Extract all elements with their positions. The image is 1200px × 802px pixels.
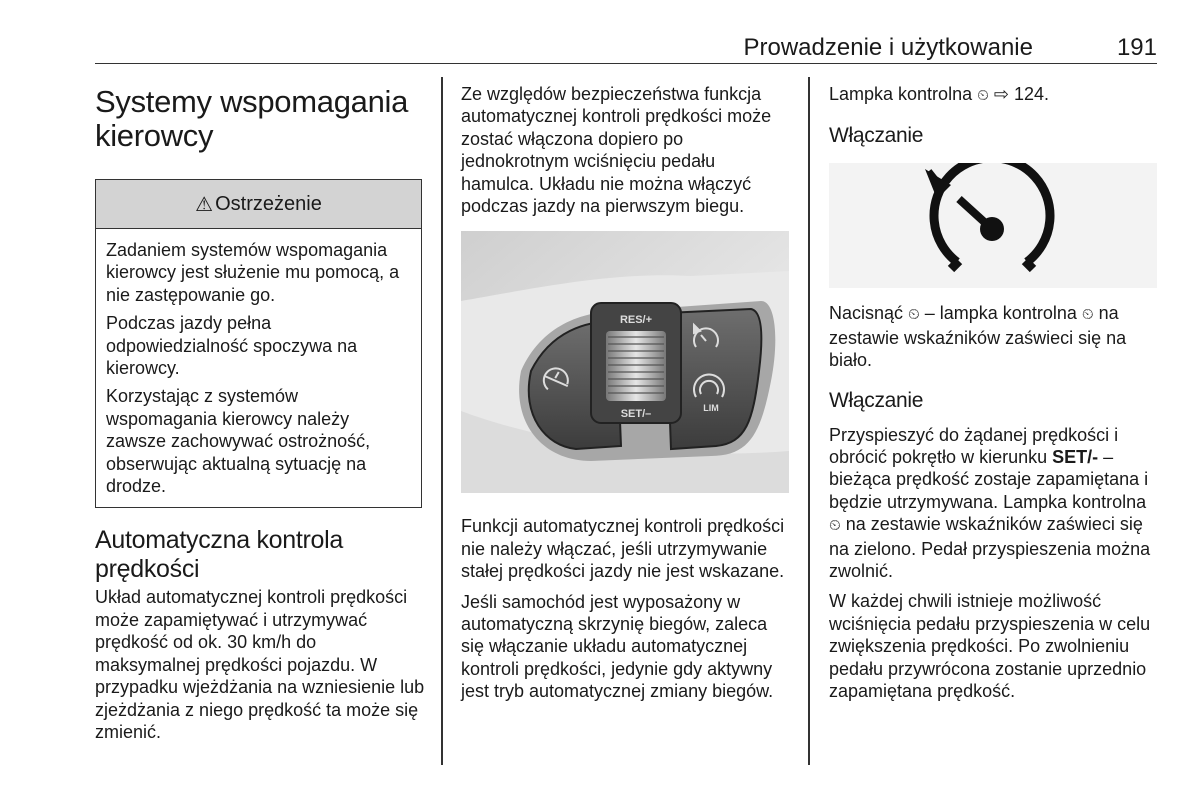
header-title: Prowadzenie i użytkowanie [743,34,1033,61]
warning-paragraph: Korzystając z systemów wspomagania kierowcy należy zawsze zachowywać ostrożność, obserwując aktualną sytuację na drodze. [106,386,371,497]
press-instruction [829,302,1159,371]
column-2 [461,77,791,711]
indicator-prefix: Lampka kontrolna [829,84,973,104]
warning-body [96,229,421,507]
cruise-control-icon: ⏲ [977,87,989,104]
caution-paragraph: Funkcji automatycznej kontroli prędkości nie należy włączać, jeśli utrzymywanie stałej prędkości jazdy nie jest wskazane. [461,516,785,582]
cruise-control-icon: ⏲ [908,306,920,324]
warning-paragraph: Podczas jazdy pełna odpowiedzialność spoczywa na kierowcy. [106,313,358,379]
arrow-reference-icon: ⇨ [993,84,1009,104]
chapter-heading: Systemy wspomagania kierowcy [95,84,409,153]
indicator-reference [829,83,1159,107]
warning-paragraph: Zadaniem systemów wspomagania kierowcy jest służenie mu pomocą, a nie zastępowanie go. [106,240,400,305]
column-1 [95,77,425,751]
steering-wheel-controls-photo [461,231,789,493]
subsection-heading: Włączanie [829,124,924,148]
set-label: SET/– [620,408,652,421]
press-text-c: na zestawie wskaźników zaświeci się na biało. [829,303,1127,371]
cruise-control-icon: ⏲ [1081,306,1094,324]
column-3 [829,77,1159,711]
cruise-control-icon: ⏲ [829,517,841,535]
cruise-control-symbol [829,163,1157,288]
column-divider [441,77,443,765]
activation-text-a: Przyspieszyć do żądanej prędkości i obrócić pokrętło w kierunku [829,424,1119,468]
indicator-page-ref: 124. [1013,84,1049,104]
acceleration-paragraph: W każdej chwili istnieje możliwość wciśnięcia pedału przyspieszenia w celu zwiększenia prędkości. Po zwolnieniu pedału przywrócona zostanie uprzednio zapamiętana prędkość. [829,591,1151,702]
automatic-gearbox-paragraph: Jeśli samochód jest wyposażony w automatyczną skrzynię biegów, zaleca się włączanie układu automatycznej kontroli prędkości, jedynie gdy aktywny jest tryb automatycznej zmiany biegów. [461,591,774,702]
warning-header [96,180,421,229]
warning-title: Ostrzeżenie [215,192,322,215]
activation-text-c: na zestawie wskaźników zaświeci się na zielono. Pedał przyspieszenia można zwolnić. [829,514,1151,582]
column-divider [808,77,810,765]
subsection-heading: Włączanie [829,388,924,412]
intro-paragraph: Układ automatycznej kontroli prędkości może zapamiętywać i utrzymywać prędkość od ok. 30 km/h do maksymalnej prędkości pojazdu. W przypadku wjeżdżania na wzniesienie lub zjeżdżania z niego prędkość ta może się zmienić. [95,587,425,742]
res-label: RES/+ [619,314,653,327]
page-header [95,32,1157,64]
lim-label: LIM [703,403,719,414]
press-text-b: – lampka kontrolna [924,303,1077,324]
set-control-label: SET/- [1052,447,1099,468]
press-text-a: Nacisnąć [829,303,904,324]
page-number: 191 [1116,34,1157,61]
activation-paragraph [829,424,1159,583]
activation-text-b: – bieżąca prędkość zostaje zapamiętana i będzie utrzymywana. Lampka kontrolna [829,447,1149,512]
warning-box [95,179,422,508]
warning-triangle-icon: ⚠ [195,193,214,216]
section-heading: Automatyczna kontrola prędkości [95,526,343,584]
safety-paragraph: Ze względów bezpieczeństwa funkcja automatycznej kontroli prędkości może zostać włączona dopiero po jednokrotnym wciśnięciu pedału hamulca. Układu nie można włączyć podczas jazdy na pierwszym biegu. [461,84,772,217]
